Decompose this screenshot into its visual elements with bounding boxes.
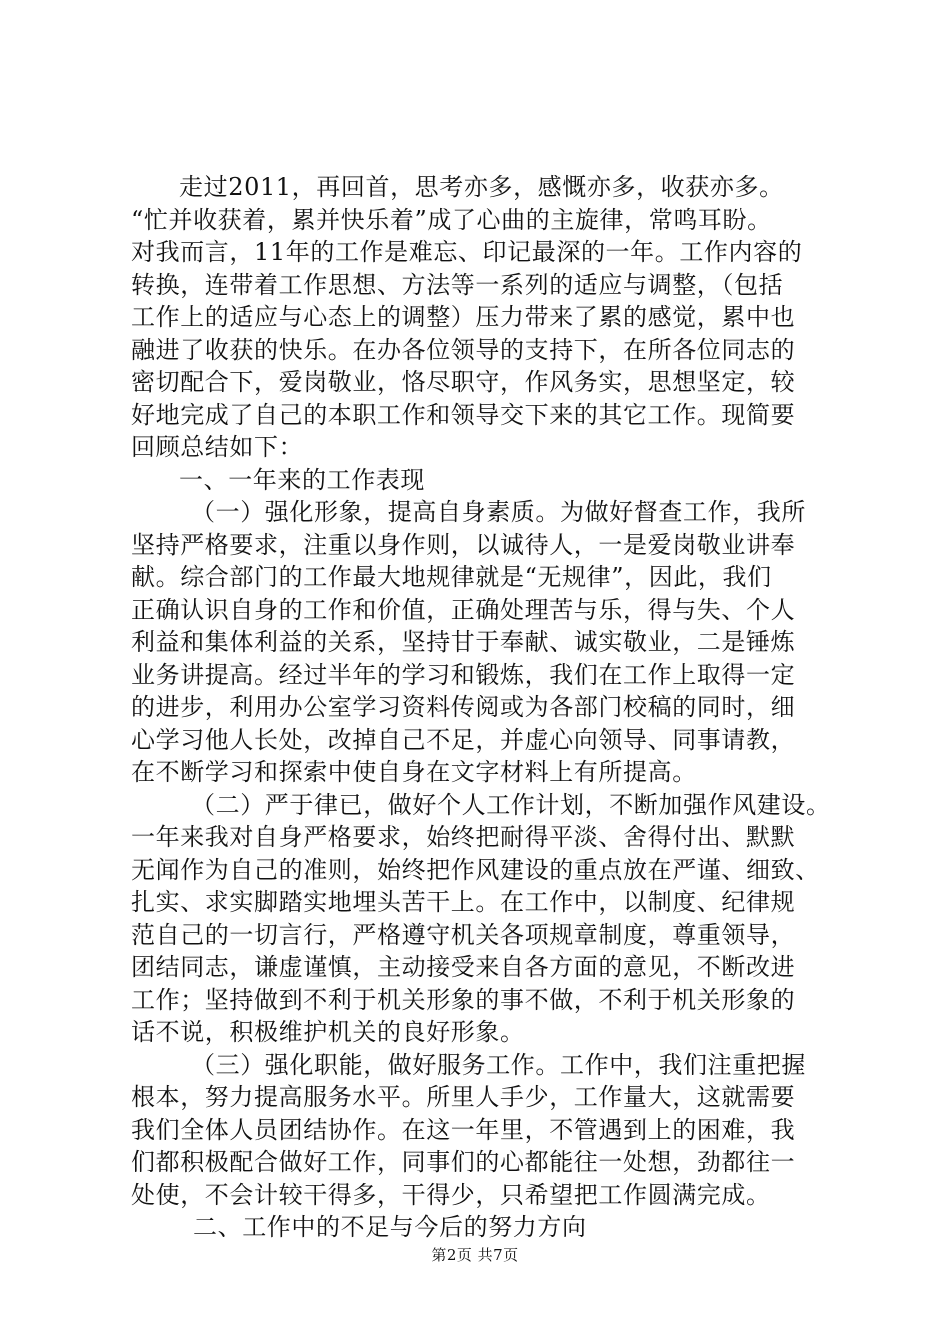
paragraph-line: 处使，不会计较干得多，干得少，只希望把工作圆满完成。 [131,1180,771,1209]
subsection-heading-line: （一）强化形象，提高自身素质。为做好督查工作，我所 [191,498,806,526]
paragraph-line: 心学习他人长处，改掉自己不足，并虚心向领导、同事请教， [131,725,796,754]
paragraph-line: 利益和集体利益的关系，坚持甘于奉献、诚实敬业，二是锤炼 [131,628,796,656]
paragraph-line: 转换，连带着工作思想、方法等一系列的适应与调整，（包括 [131,270,784,299]
paragraph-line: 坚持严格要求，注重以身作则，以诚待人，一是爱岗敬业讲奉 [131,530,796,559]
paragraph-line: 献。综合部门的工作最大地规律就是“无规律”，因此，我们 [131,563,772,591]
subsection-heading-line: （三）强化职能，做好服务工作。工作中，我们注重把握 [191,1050,806,1079]
paragraph-line: 业务讲提高。经过半年的学习和锻炼，我们在工作上取得一定 [131,660,796,689]
paragraph-line: 在不断学习和探索中使自身在文字材料上有所提高。 [131,758,697,786]
paragraph-line: 工作上的适应与心态上的调整）压力带来了累的感觉，累中也 [131,303,796,331]
section-heading: 一、一年来的工作表现 [179,465,425,494]
paragraph-line: 根本，努力提高服务水平。所里人手少，工作量大，这就需要 [131,1083,796,1111]
paragraph-line: 话不说，积极维护机关的良好形象。 [131,1018,525,1046]
paragraph-line: 工作；坚持做到不利于机关形象的事不做，不利于机关形象的 [131,985,796,1014]
paragraph-line: 无闻作为自己的准则，始终把作风建设的重点放在严谨、细致、 [131,855,820,884]
subsection-heading-line: （二）严于律已，做好个人工作计划，不断加强作风建设。 [191,790,831,819]
paragraph-line: 密切配合下，爱岗敬业，恪尽职守，作风务实，思想坚定，较 [131,368,796,396]
paragraph-line: 范自己的一切言行，严格遵守机关各项规章制度，尊重领导， [131,920,796,949]
paragraph-line: 一年来我对自身严格要求，始终把耐得平淡、舍得付出、默默 [131,823,796,851]
paragraph-line: 们都积极配合做好工作，同事们的心都能往一处想，劲都往一 [131,1148,796,1176]
section-heading: 二、工作中的不足与今后的努力方向 [193,1213,587,1241]
paragraph-line: 正确认识自身的工作和价值，正确处理苦与乐，得与失、个人 [131,595,796,624]
paragraph-line: “忙并收获着，累并快乐着”成了心曲的主旋律，常鸣耳盼。 [131,205,772,234]
page-number-footer: 第2页 共7页 [431,1246,519,1264]
paragraph-line: 走过2011，再回首，思考亦多，感慨亦多，收获亦多。 [179,173,784,201]
paragraph-line: 我们全体人员团结协作。在这一年里，不管遇到上的困难，我 [131,1115,796,1144]
paragraph-line: 扎实、求实脚踏实地埋头苦干上。在工作中，以制度、纪律规 [131,888,796,916]
paragraph-line: 回顾总结如下： [131,433,304,461]
paragraph-line: 的进步，利用办公室学习资料传阅或为各部门校稿的同时，细 [131,693,796,721]
paragraph-line: 团结同志，谦虚谨慎，主动接受来自各方面的意见，不断改进 [131,953,796,981]
paragraph-line: 融进了收获的快乐。在办各位领导的支持下，在所各位同志的 [131,335,796,364]
paragraph-line: 对我而言，11年的工作是难忘、印记最深的一年。工作内容的 [131,238,803,266]
paragraph-line: 好地完成了自己的本职工作和领导交下来的其它工作。现简要 [131,400,796,429]
document-body [131,171,831,1244]
